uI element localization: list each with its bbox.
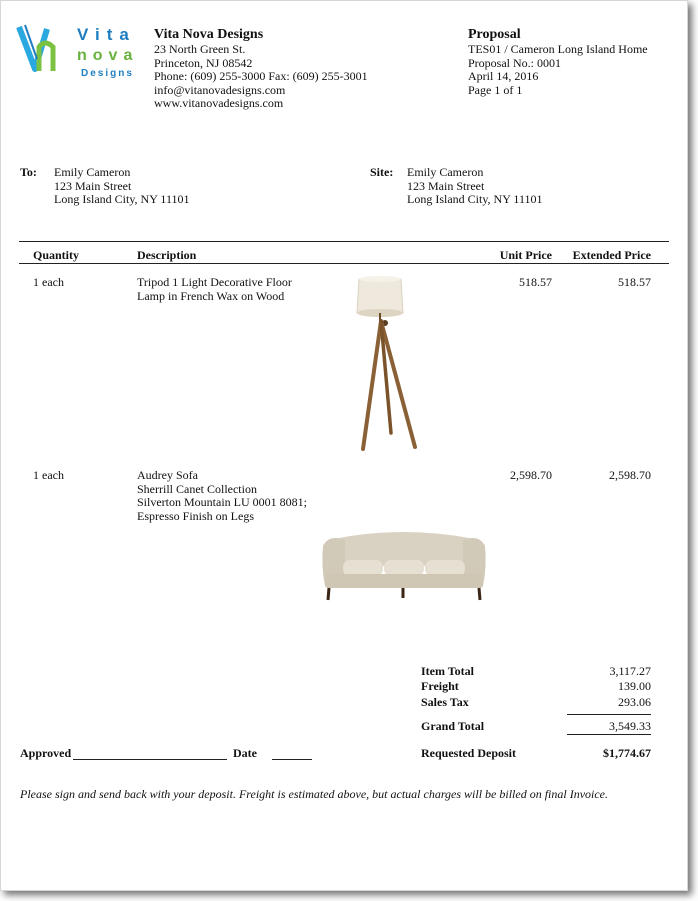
sofa-image <box>319 516 489 612</box>
company-email[interactable]: info@vitanovadesigns.com <box>154 82 286 97</box>
approved-label: Approved <box>20 746 72 760</box>
item-2-desc-line: Espresso Finish on Legs <box>137 508 254 523</box>
header-quantity: Quantity <box>33 248 80 262</box>
logo-word-nova: nova <box>77 47 139 64</box>
site-street: 123 Main Street <box>407 178 485 193</box>
company-logo <box>15 21 145 83</box>
logo-word-vita: Vita <box>77 25 136 44</box>
proposal-page-number: Page 1 of 1 <box>468 82 523 97</box>
site-address <box>407 166 543 207</box>
vn-logo-icon <box>15 21 75 83</box>
item-2-desc-line: Audrey Sofa <box>137 468 198 482</box>
proposal-number: Proposal No.: 0001 <box>468 55 561 70</box>
proposal-title: Proposal <box>468 27 521 42</box>
grand-total-label: Grand Total <box>421 719 485 733</box>
to-name: Emily Cameron <box>54 165 131 179</box>
company-city: Princeton, NJ 08542 <box>154 55 253 70</box>
item-total-label: Item Total <box>421 664 475 678</box>
header-unit-price: Unit Price <box>499 248 552 262</box>
date-label: Date <box>233 746 257 760</box>
company-phone: Phone: (609) 255-3000 Fax: (609) 255-3001 <box>154 69 368 83</box>
to-label: To: <box>20 165 37 179</box>
table-header-rule <box>19 263 669 264</box>
logo-word-designs: Designs <box>81 68 134 79</box>
site-city: Long Island City, NY 11101 <box>407 192 543 206</box>
to-address <box>54 166 190 207</box>
item-2-desc-line: Sherrill Canet Collection <box>137 481 257 496</box>
freight-label: Freight <box>421 679 459 693</box>
requested-deposit-value: $1,774.67 <box>603 746 651 760</box>
requested-deposit-label: Requested Deposit <box>421 746 516 760</box>
floor-lamp-image <box>319 271 441 455</box>
company-website[interactable]: www.vitanovadesigns.com <box>154 96 284 110</box>
item-2-description <box>137 469 307 523</box>
item-1-desc-line: Lamp in French Wax on Wood <box>137 288 285 303</box>
subtotal-rule <box>567 714 651 715</box>
footer-note: Please sign and send back with your deposit. Freight is estimated above, but actual charges will be billed on final Invoice. <box>20 787 609 801</box>
freight-value: 139.00 <box>618 679 651 693</box>
item-1-desc-line: Tripod 1 Light Decorative Floor <box>137 275 292 289</box>
date-signature-line[interactable] <box>272 759 312 760</box>
company-street: 23 North Green St. <box>154 42 246 56</box>
item-2-desc-line: Silverton Mountain LU 0001 8081; <box>137 495 307 509</box>
grand-total-rule <box>567 734 651 735</box>
sales-tax-label: Sales Tax <box>421 695 469 709</box>
grand-total-value: 3,549.33 <box>609 719 651 733</box>
item-1-extended-price: 518.57 <box>618 275 651 289</box>
proposal-date: April 14, 2016 <box>468 69 539 83</box>
item-2-extended-price: 2,598.70 <box>609 468 651 482</box>
header-description: Description <box>137 248 197 262</box>
company-info <box>154 27 368 111</box>
sales-tax-value: 293.06 <box>618 695 651 709</box>
item-1-description <box>137 276 292 303</box>
to-city: Long Island City, NY 11101 <box>54 192 190 206</box>
site-label: Site: <box>370 165 394 179</box>
header-extended-price: Extended Price <box>572 248 651 262</box>
item-2-quantity: 1 each <box>33 468 64 482</box>
item-1-unit-price: 518.57 <box>519 275 552 289</box>
proposal-project: TES01 / Cameron Long Island Home <box>468 42 648 56</box>
approved-signature-line[interactable] <box>73 759 227 760</box>
proposal-header <box>468 27 648 97</box>
company-name: Vita Nova Designs <box>154 27 264 42</box>
item-1-quantity: 1 each <box>33 275 64 289</box>
table-top-rule <box>19 241 669 242</box>
site-name: Emily Cameron <box>407 165 484 179</box>
item-2-unit-price: 2,598.70 <box>510 468 552 482</box>
item-total-value: 3,117.27 <box>609 664 651 678</box>
to-street: 123 Main Street <box>54 178 132 193</box>
